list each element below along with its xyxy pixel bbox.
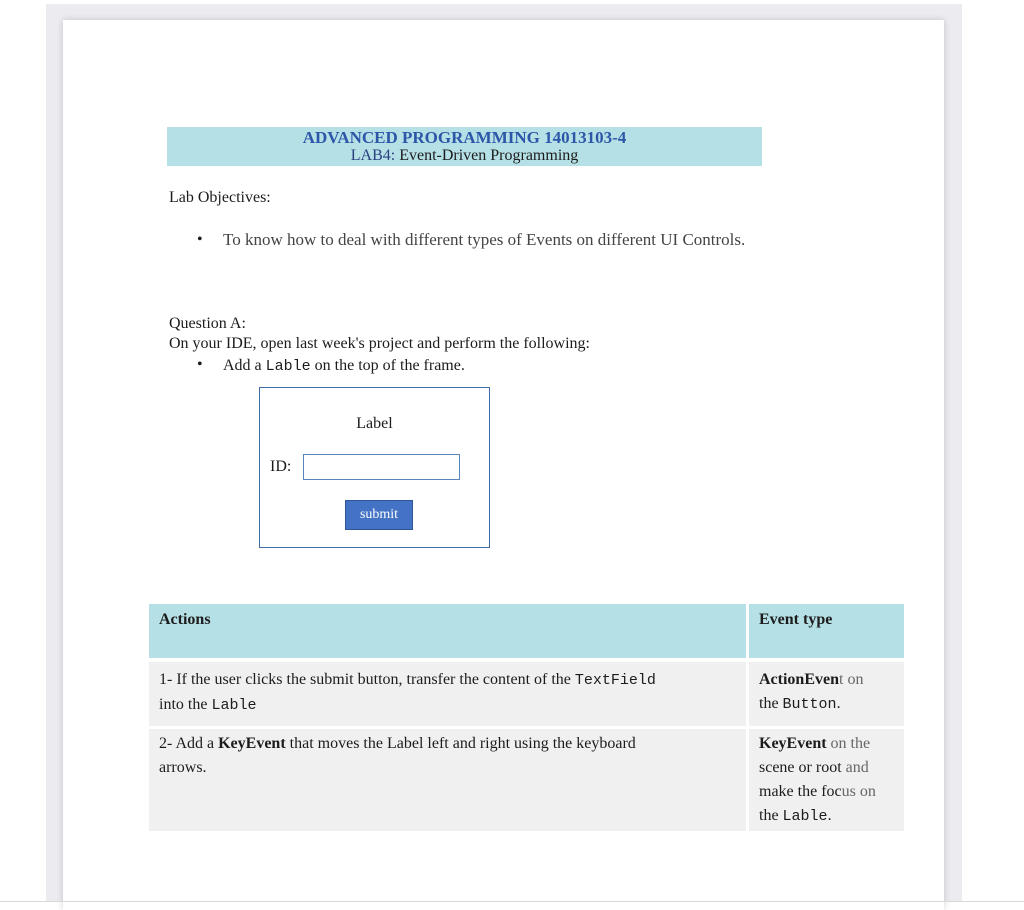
row1-text-b: into the	[159, 696, 212, 713]
table-row	[149, 729, 904, 831]
bullet-code: Lable	[265, 358, 311, 375]
row1-action	[149, 662, 746, 726]
objectives-heading: Lab Objectives:	[169, 189, 271, 206]
row2-text-b: that moves the Label left and right using the keyboard	[285, 735, 636, 752]
mockup-id-label: ID:	[270, 458, 292, 475]
mockup-id-input[interactable]	[303, 454, 460, 480]
objective-item: To know how to deal with different types of Events on different UI Controls.	[223, 230, 746, 249]
bullet-icon: •	[197, 231, 203, 248]
mockup-submit-button[interactable]: submit	[345, 500, 413, 530]
row1-event-text: the	[759, 695, 783, 712]
row1-text-a: 1- If the user clicks the submit button, transfer the content of the	[159, 671, 575, 688]
bullet-text-pre: Add a	[223, 357, 266, 374]
row1-event-code: Button	[782, 696, 837, 713]
row1-event-end: .	[836, 695, 841, 712]
lab-title	[167, 147, 762, 165]
question-a-heading: Question A:	[169, 315, 246, 332]
row1-code-lable: Lable	[211, 697, 257, 714]
lab-number: LAB4:	[350, 147, 396, 164]
row2-text-c: arrows.	[159, 759, 207, 776]
row2-event-faded: on the	[826, 735, 871, 752]
ui-mockup-frame	[259, 387, 490, 548]
row2-event	[749, 729, 904, 831]
row2-event-line3b: us on	[841, 783, 876, 800]
row1-code-textfield: TextField	[574, 672, 656, 689]
header-event-type: Event type	[749, 604, 904, 658]
row1-event	[749, 662, 904, 726]
table-header-row	[149, 604, 904, 658]
row2-event-text4: the	[759, 807, 783, 824]
course-title: ADVANCED PROGRAMMING 14013103-4	[302, 128, 627, 147]
mockup-label: Label	[356, 415, 393, 432]
viewer-bottom-border	[0, 901, 1024, 902]
document-header	[167, 127, 762, 166]
row2-event-line3a: make the foc	[759, 783, 842, 800]
row1-event-bold: ActionEven	[759, 671, 839, 688]
row2-event-line2a: scene or root	[759, 759, 842, 776]
row2-event-code: Lable	[782, 808, 828, 825]
row2-event-end: .	[827, 807, 832, 824]
row2-event-line2b: and	[841, 759, 869, 776]
row2-bold: KeyEvent	[218, 735, 286, 752]
row2-text-a: 2- Add a	[159, 735, 219, 752]
row2-event-bold: KeyEvent	[759, 735, 827, 752]
question-a-intro: On your IDE, open last week's project and perform the following:	[169, 335, 590, 352]
row2-action	[149, 729, 746, 831]
row1-event-faded: t on	[839, 671, 864, 688]
table-row	[149, 662, 904, 726]
lab-name: Event-Driven Programming	[395, 147, 579, 164]
header-actions: Actions	[149, 604, 746, 658]
question-a-bullet	[223, 356, 465, 377]
bullet-icon: •	[197, 356, 203, 373]
bullet-text-post: on the top of the frame.	[310, 357, 465, 374]
